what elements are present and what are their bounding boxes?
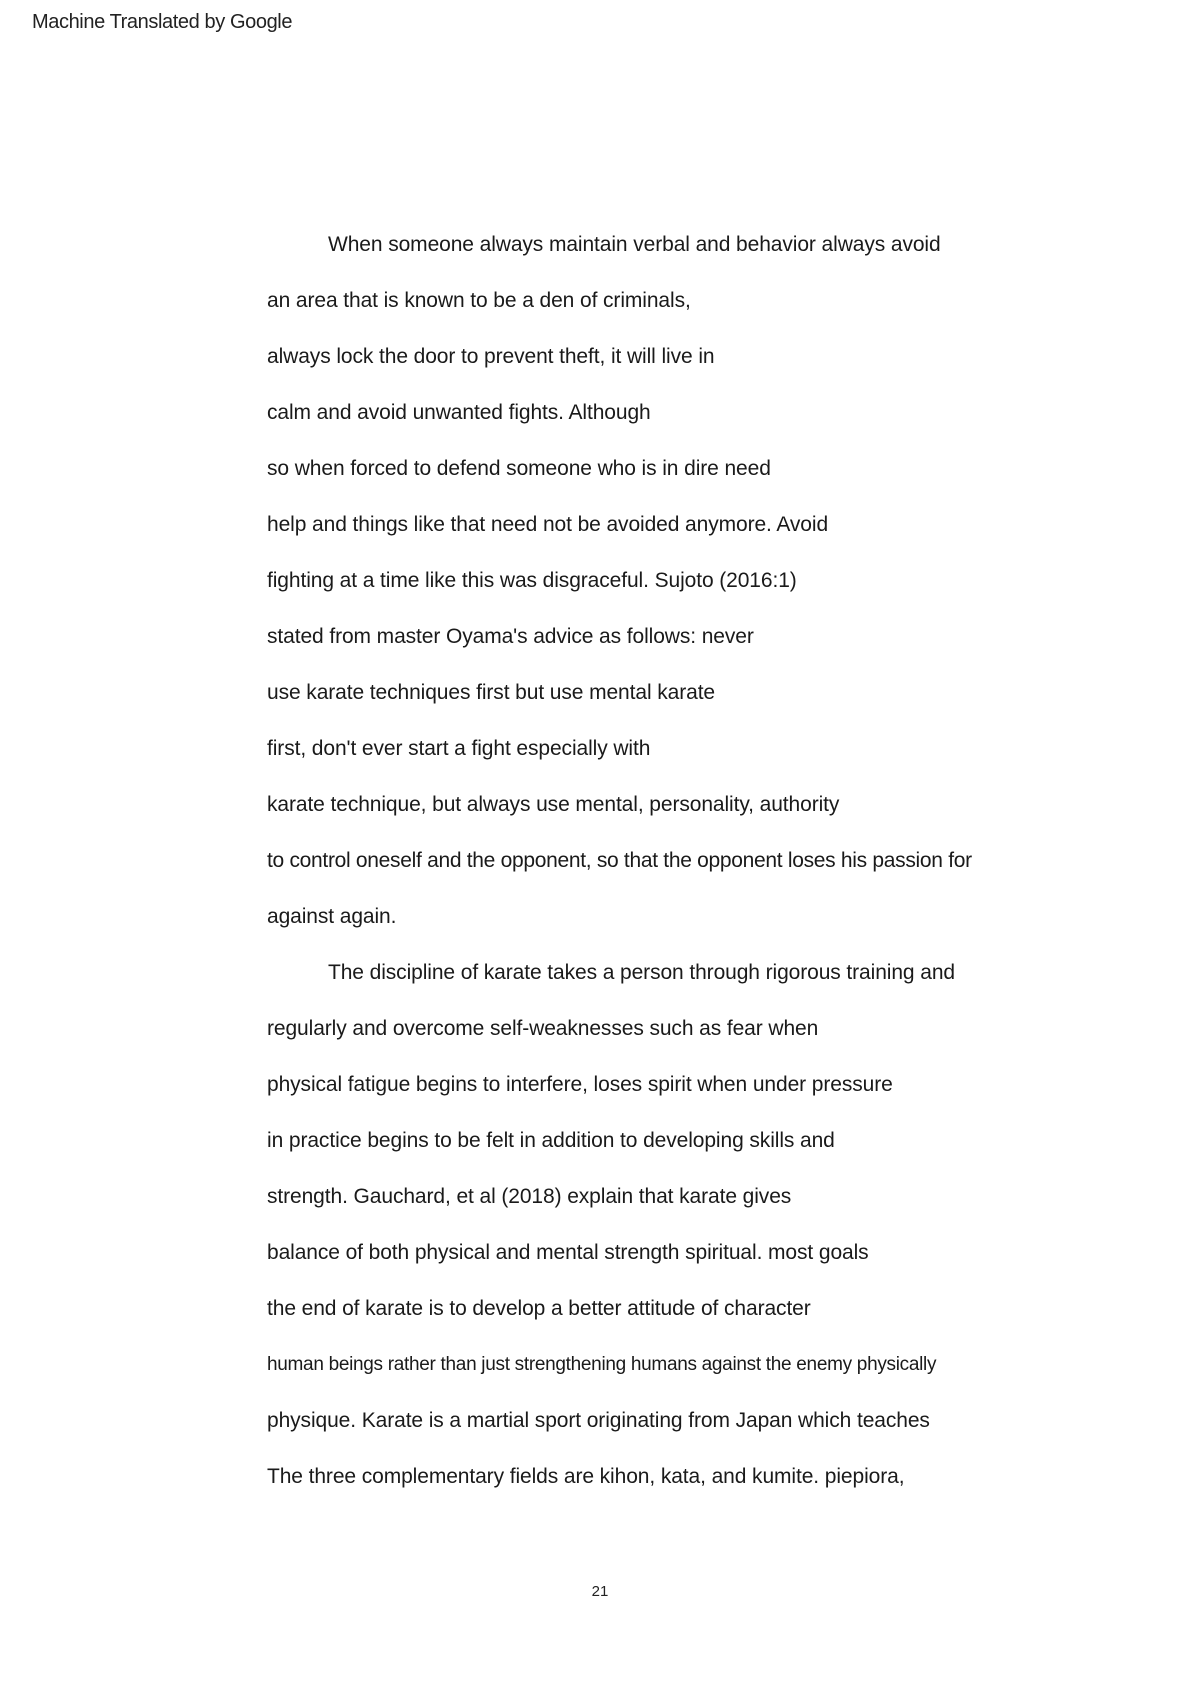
body-line-1: When someone always maintain verbal and behavior always avoid	[328, 233, 941, 256]
body-line-13: against again.	[267, 905, 397, 928]
body-line-14: The discipline of karate takes a person through rigorous training and	[328, 961, 955, 984]
body-line-2: an area that is known to be a den of criminals,	[267, 289, 691, 312]
body-line-4: calm and avoid unwanted fights. Although	[267, 401, 651, 424]
body-line-16: physical fatigue begins to interfere, loses spirit when under pressure	[267, 1073, 893, 1096]
body-line-21: human beings rather than just strengthening humans against the enemy physically	[267, 1354, 937, 1375]
body-line-17: in practice begins to be felt in addition to developing skills and	[267, 1129, 835, 1152]
machine-translation-note: Machine Translated by Google	[32, 11, 293, 33]
body-line-23: The three complementary fields are kihon, kata, and kumite. piepiora,	[267, 1465, 905, 1488]
body-line-20: the end of karate is to develop a better attitude of character	[267, 1297, 811, 1320]
body-line-8: stated from master Oyama's advice as follows: never	[267, 625, 754, 648]
body-line-22: physique. Karate is a martial sport originating from Japan which teaches	[267, 1409, 930, 1432]
body-line-3: always lock the door to prevent theft, it will live in	[267, 345, 715, 368]
body-line-6: help and things like that need not be avoided anymore. Avoid	[267, 513, 829, 536]
body-line-12: to control oneself and the opponent, so that the opponent loses his passion for	[267, 849, 972, 872]
page-number: 21	[591, 1583, 609, 1600]
body-line-15: regularly and overcome self-weaknesses such as fear when	[267, 1017, 819, 1040]
body-line-11: karate technique, but always use mental, personality, authority	[267, 793, 840, 816]
body-line-10: first, don't ever start a fight especially with	[267, 737, 651, 760]
body-line-5: so when forced to defend someone who is in dire need	[267, 457, 771, 480]
body-line-9: use karate techniques first but use mental karate	[267, 681, 716, 704]
body-line-19: balance of both physical and mental strength spiritual. most goals	[267, 1241, 869, 1264]
body-line-7: fighting at a time like this was disgraceful. Sujoto (2016:1)	[267, 569, 797, 592]
body-line-18: strength. Gauchard, et al (2018) explain that karate gives	[267, 1185, 792, 1208]
